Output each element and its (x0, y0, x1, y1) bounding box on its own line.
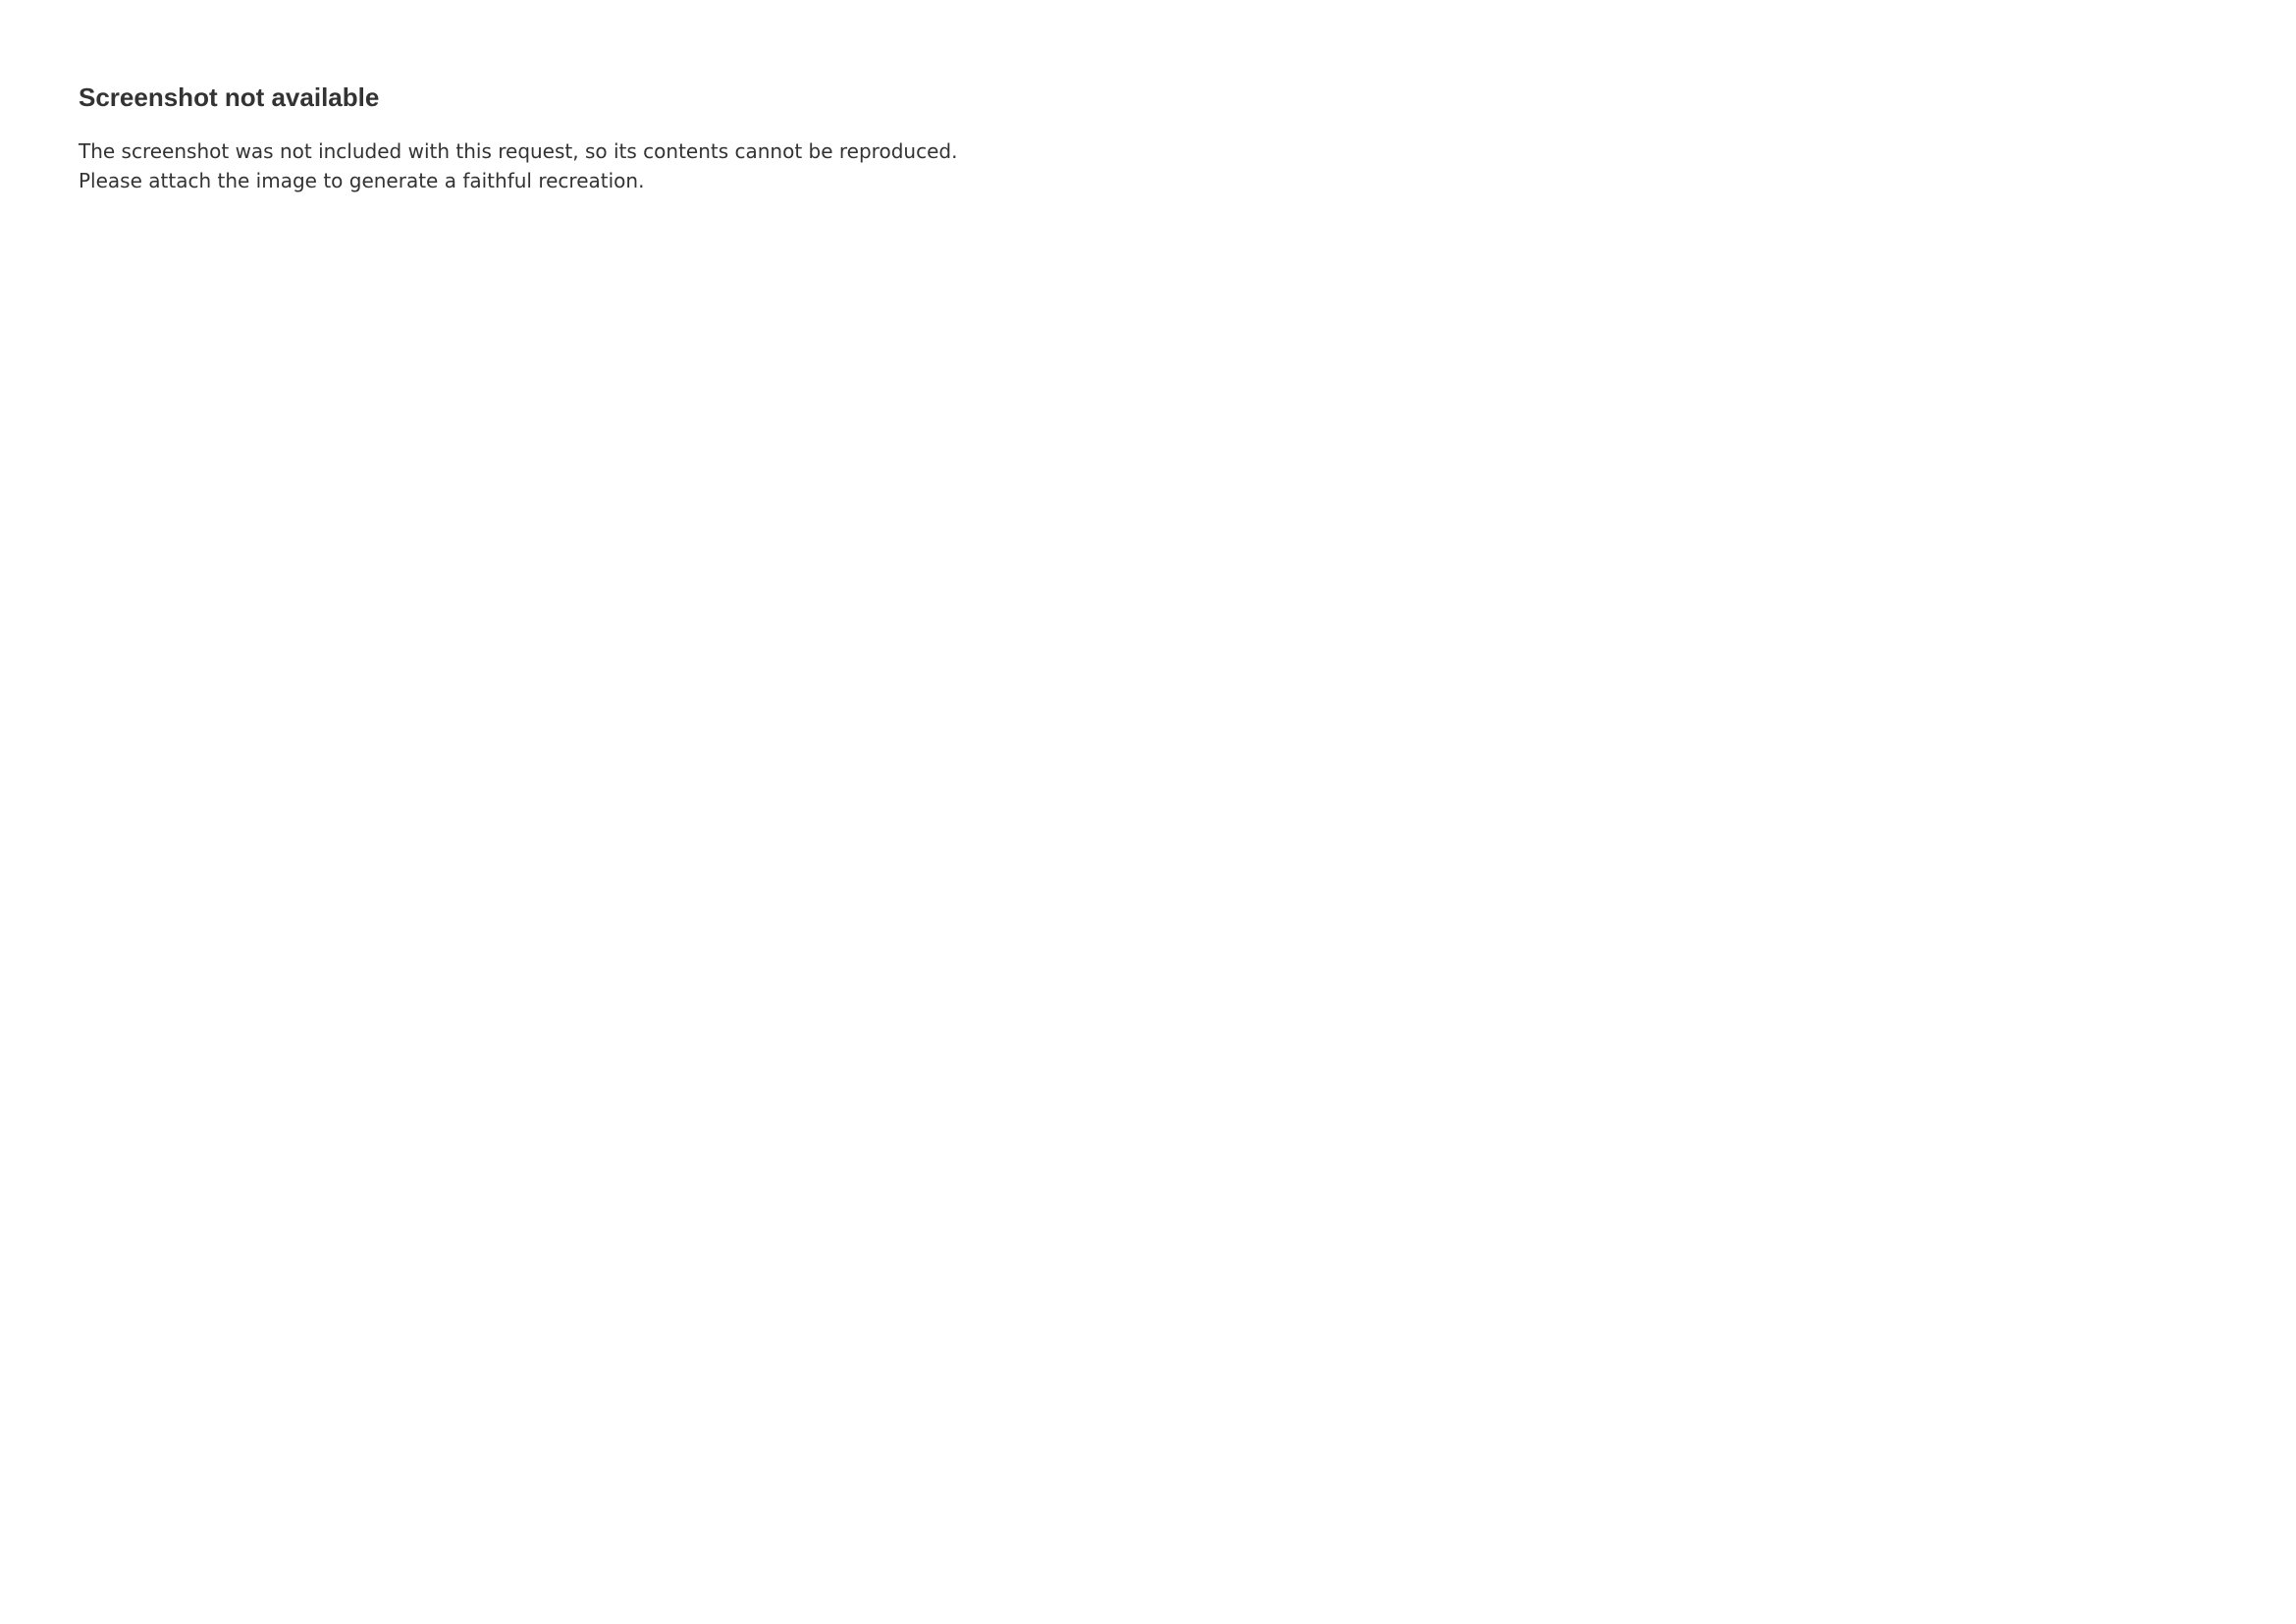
notice-message: The screenshot was not included with this request, so its contents cannot be reproduced. Please attach the image to generate a faithful recreation. (79, 139, 958, 192)
missing-image-notice (79, 79, 962, 215)
notice-title: Screenshot not available (79, 82, 380, 112)
